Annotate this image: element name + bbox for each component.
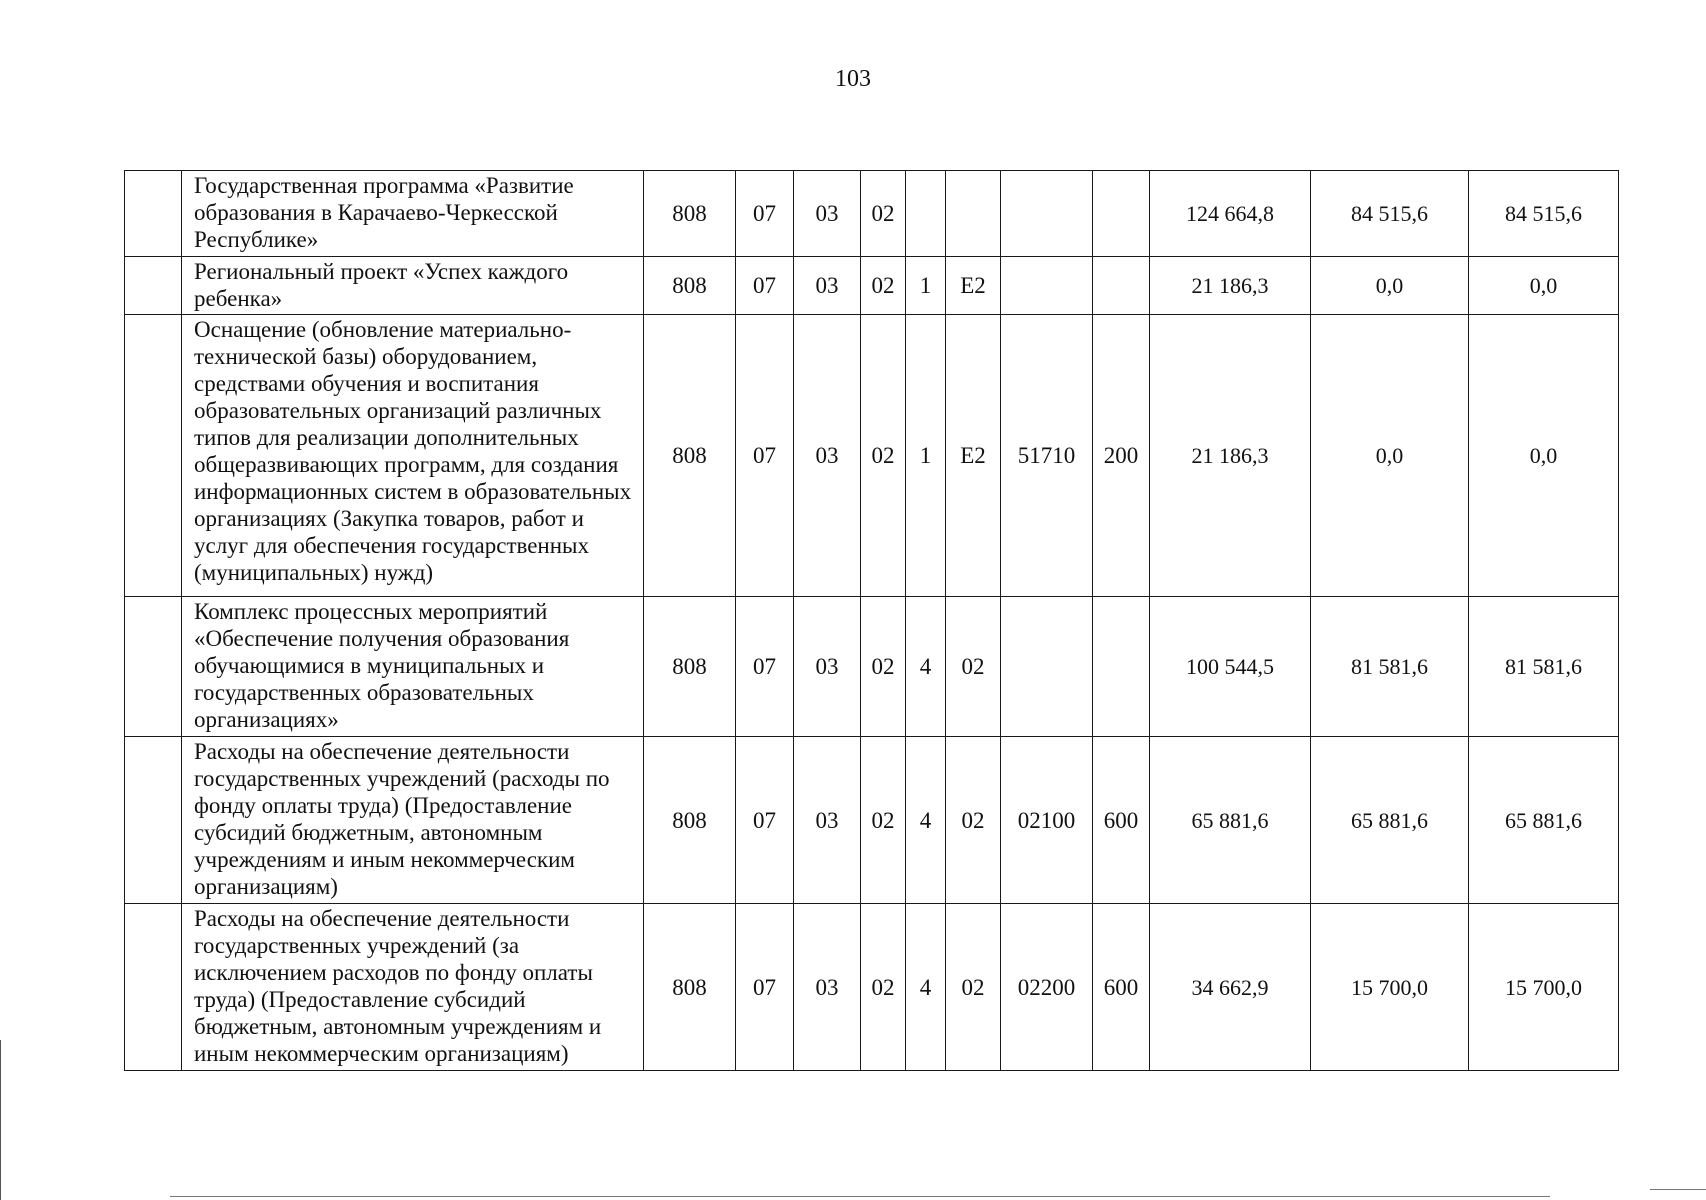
section-code-cell: 07 [736,597,794,737]
row-number-cell [125,597,182,737]
ministry-code-cell: 808 [644,315,736,597]
direction-code-cell: 51710 [1001,315,1093,597]
amount-year-3-cell: 15 700,0 [1469,904,1619,1071]
program-code-cell: 02 [861,171,906,257]
structure-type-cell [906,171,946,257]
table-row [125,171,1619,257]
structure-type-cell: 4 [906,597,946,737]
subsection-code-cell: 03 [794,737,861,904]
section-code-cell: 07 [736,904,794,1071]
structure-code-cell: 02 [946,597,1001,737]
subsection-code-cell: 03 [794,315,861,597]
ministry-code-cell: 808 [644,904,736,1071]
row-number-cell [125,171,182,257]
structure-type-cell: 4 [906,904,946,1071]
row-number-cell [125,904,182,1071]
amount-year-3-cell: 0,0 [1469,315,1619,597]
expense-type-cell [1093,171,1150,257]
row-name-cell: Расходы на обеспечение деятельности государственных учреждений (расходы по фонду оплаты труда) (Предоставление субсидий бюджетным, автономным учреждениям и иным некоммерческим организациям) [182,737,644,904]
expense-type-cell [1093,257,1150,315]
amount-year-2-cell: 81 581,6 [1311,597,1469,737]
amount-year-3-cell: 0,0 [1469,257,1619,315]
amount-year-1-cell: 34 662,9 [1150,904,1311,1071]
amount-year-1-cell: 21 186,3 [1150,315,1311,597]
row-name-cell: Комплекс процессных мероприятий «Обеспечение получения образования обучающимися в муниципальных и государственных образовательных организациях» [182,597,644,737]
direction-code-cell: 02100 [1001,737,1093,904]
table-row [125,257,1619,315]
ministry-code-cell: 808 [644,171,736,257]
amount-year-1-cell: 65 881,6 [1150,737,1311,904]
row-name-cell: Оснащение (обновление материально-технической базы) оборудованием, средствами обучения и воспитания образовательных организаций различных типов для реализации дополнительных общеразвивающих программ, для создания информационных систем в образовательных организациях (Закупка товаров, работ и услуг для обеспечения государственных (муниципальных) нужд) [182,315,644,597]
subsection-code-cell: 03 [794,904,861,1071]
row-name-cell: Расходы на обеспечение деятельности государственных учреждений (за исключением расходов по фонду оплаты труда) (Предоставление субсидий бюджетным, автономным учреждениям и иным некоммерческим организациям) [182,904,644,1071]
bottom-right-rule-line [1650,1189,1706,1190]
scan-edge-line [0,1040,1,1200]
program-code-cell: 02 [861,315,906,597]
table-row [125,904,1619,1071]
amount-year-3-cell: 84 515,6 [1469,171,1619,257]
direction-code-cell: 02200 [1001,904,1093,1071]
table-row [125,737,1619,904]
direction-code-cell [1001,597,1093,737]
row-number-cell [125,315,182,597]
expense-type-cell [1093,597,1150,737]
page-number: 103 [835,66,871,92]
row-number-cell [125,257,182,315]
expense-type-cell: 200 [1093,315,1150,597]
amount-year-2-cell: 15 700,0 [1311,904,1469,1071]
amount-year-2-cell: 0,0 [1311,257,1469,315]
subsection-code-cell: 03 [794,171,861,257]
expense-type-cell: 600 [1093,904,1150,1071]
direction-code-cell [1001,171,1093,257]
section-code-cell: 07 [736,171,794,257]
section-code-cell: 07 [736,315,794,597]
program-code-cell: 02 [861,904,906,1071]
program-code-cell: 02 [861,597,906,737]
amount-year-1-cell: 100 544,5 [1150,597,1311,737]
program-code-cell: 02 [861,737,906,904]
structure-code-cell: E2 [946,315,1001,597]
ministry-code-cell: 808 [644,737,736,904]
ministry-code-cell: 808 [644,257,736,315]
amount-year-2-cell: 65 881,6 [1311,737,1469,904]
direction-code-cell [1001,257,1093,315]
amount-year-2-cell: 0,0 [1311,315,1469,597]
row-number-cell [125,737,182,904]
row-name-cell: Государственная программа «Развитие образования в Карачаево-Черкесской Республике» [182,171,644,257]
structure-code-cell [946,171,1001,257]
amount-year-2-cell: 84 515,6 [1311,171,1469,257]
program-code-cell: 02 [861,257,906,315]
subsection-code-cell: 03 [794,597,861,737]
subsection-code-cell: 03 [794,257,861,315]
amount-year-3-cell: 65 881,6 [1469,737,1619,904]
structure-type-cell: 1 [906,315,946,597]
ministry-code-cell: 808 [644,597,736,737]
amount-year-3-cell: 81 581,6 [1469,597,1619,737]
bottom-rule-line [170,1196,1550,1197]
structure-code-cell: 02 [946,904,1001,1071]
section-code-cell: 07 [736,737,794,904]
amount-year-1-cell: 21 186,3 [1150,257,1311,315]
expense-type-cell: 600 [1093,737,1150,904]
structure-type-cell: 1 [906,257,946,315]
structure-code-cell: E2 [946,257,1001,315]
section-code-cell: 07 [736,257,794,315]
row-name-cell: Региональный проект «Успех каждого ребенка» [182,257,644,315]
amount-year-1-cell: 124 664,8 [1150,171,1311,257]
table-row [125,597,1619,737]
table-row [125,315,1619,597]
structure-code-cell: 02 [946,737,1001,904]
budget-table [124,170,1619,1071]
structure-type-cell: 4 [906,737,946,904]
